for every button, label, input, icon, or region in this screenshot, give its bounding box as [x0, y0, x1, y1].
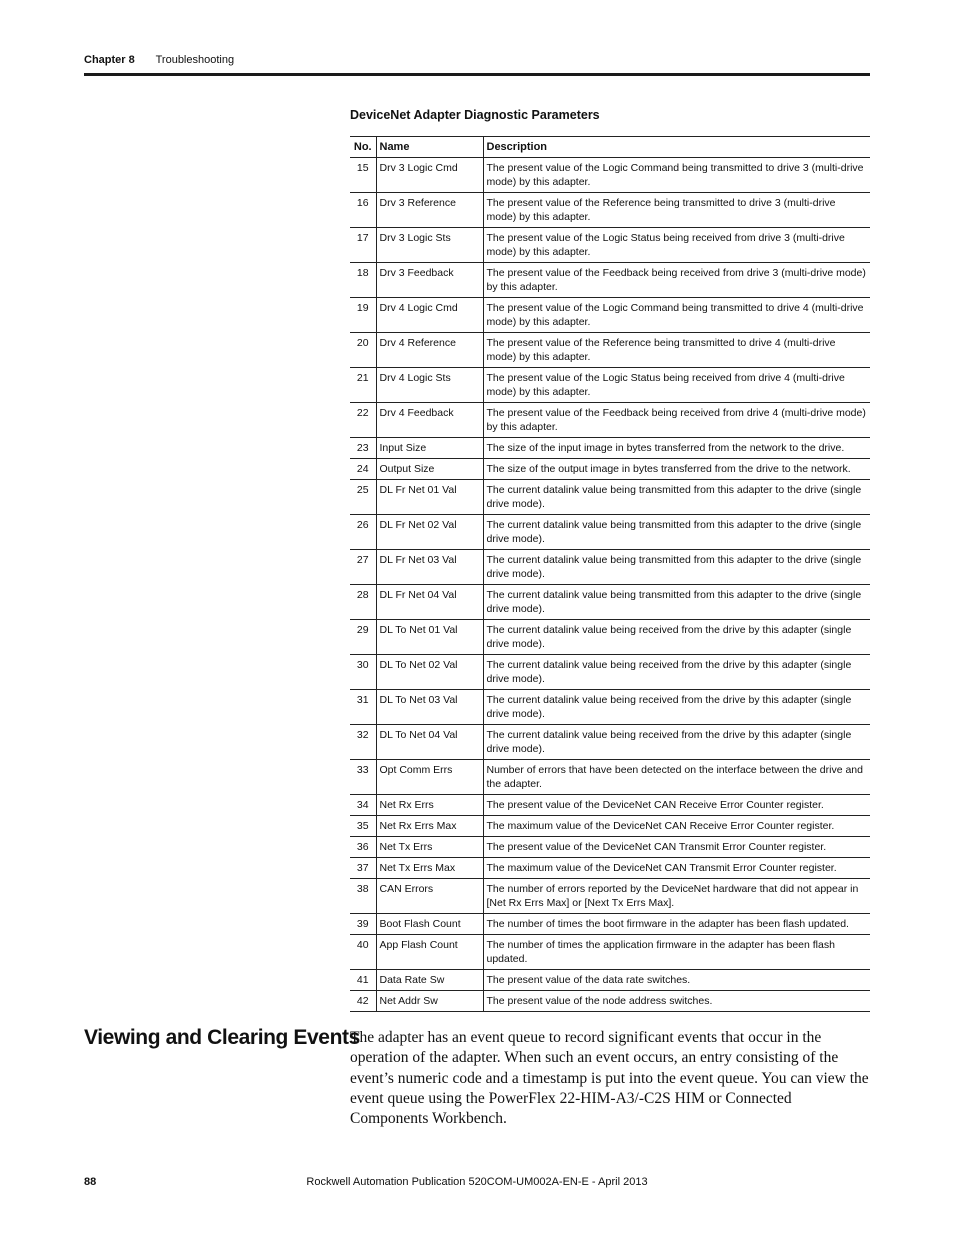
cell-no: 40 [350, 935, 376, 970]
cell-no: 32 [350, 725, 376, 760]
cell-name: DL Fr Net 02 Val [376, 515, 483, 550]
cell-description: The present value of the DeviceNet CAN Transmit Error Counter register. [483, 837, 870, 858]
cell-no: 29 [350, 620, 376, 655]
column-header-description: Description [483, 137, 870, 158]
cell-no: 26 [350, 515, 376, 550]
table-header-row [350, 137, 870, 158]
cell-no: 28 [350, 585, 376, 620]
cell-description: The present value of the Logic Command being transmitted to drive 4 (multi-drive mode) by this adapter. [483, 298, 870, 333]
cell-no: 16 [350, 193, 376, 228]
table-row [350, 228, 870, 263]
cell-name: Drv 4 Reference [376, 333, 483, 368]
cell-name: Net Addr Sw [376, 991, 483, 1012]
table-row [350, 550, 870, 585]
publication-info: Rockwell Automation Publication 520COM-UM002A-EN-E - April 2013 [306, 1176, 648, 1188]
cell-no: 30 [350, 655, 376, 690]
cell-no: 17 [350, 228, 376, 263]
cell-description: The present value of the data rate switches. [483, 970, 870, 991]
table-row [350, 585, 870, 620]
table-row [350, 816, 870, 837]
cell-no: 21 [350, 368, 376, 403]
table-row [350, 760, 870, 795]
cell-name: Output Size [376, 459, 483, 480]
table-row [350, 837, 870, 858]
cell-name: Drv 4 Logic Sts [376, 368, 483, 403]
table-row [350, 515, 870, 550]
cell-no: 19 [350, 298, 376, 333]
cell-description: The current datalink value being transmitted from this adapter to the drive (single drive mode). [483, 550, 870, 585]
table-row [350, 970, 870, 991]
table-row [350, 655, 870, 690]
cell-description: The maximum value of the DeviceNet CAN Receive Error Counter register. [483, 816, 870, 837]
cell-description: The present value of the Feedback being received from drive 3 (multi-drive mode) by this adapter. [483, 263, 870, 298]
cell-description: The current datalink value being transmitted from this adapter to the drive (single drive mode). [483, 585, 870, 620]
cell-description: The present value of the Logic Status being received from drive 3 (multi-drive mode) by this adapter. [483, 228, 870, 263]
cell-description: The present value of the node address switches. [483, 991, 870, 1012]
page-number: 88 [84, 1176, 97, 1188]
cell-no: 39 [350, 914, 376, 935]
cell-description: The current datalink value being received from the drive by this adapter (single drive mode). [483, 620, 870, 655]
section-body-text: The adapter has an event queue to record significant events that occur in the operation of the adapter. When such an event occurs, an entry consisting of the event’s numeric code and a timestamp is put into the event queue. You can view the event queue using the PowerFlex 22-HIM-A3/-C2S HIM or Connected Components Workbench. [350, 1029, 869, 1128]
cell-description: The present value of the Reference being transmitted to drive 3 (multi-drive mode) by this adapter. [483, 193, 870, 228]
column-header-name: Name [376, 137, 483, 158]
cell-name: Drv 3 Logic Cmd [376, 158, 483, 193]
cell-description: The maximum value of the DeviceNet CAN Transmit Error Counter register. [483, 858, 870, 879]
table-row [350, 914, 870, 935]
cell-name: Drv 4 Feedback [376, 403, 483, 438]
cell-name: Drv 3 Logic Sts [376, 228, 483, 263]
cell-description: The present value of the DeviceNet CAN Receive Error Counter register. [483, 795, 870, 816]
table-row [350, 690, 870, 725]
cell-description: The present value of the Logic Status being received from drive 4 (multi-drive mode) by this adapter. [483, 368, 870, 403]
table-row [350, 158, 870, 193]
cell-description: The present value of the Reference being transmitted to drive 4 (multi-drive mode) by this adapter. [483, 333, 870, 368]
column-header-no: No. [350, 137, 376, 158]
diagnostic-parameters-table [350, 136, 870, 1012]
cell-description: The current datalink value being transmitted from this adapter to the drive (single drive mode). [483, 515, 870, 550]
cell-description: The number of errors reported by the DeviceNet hardware that did not appear in [Net Rx Errs Max] or [Next Tx Errs Max]. [483, 879, 870, 914]
table-row [350, 480, 870, 515]
cell-name: Net Rx Errs [376, 795, 483, 816]
cell-name: Drv 4 Logic Cmd [376, 298, 483, 333]
section-heading: Viewing and Clearing Events [84, 1026, 360, 1049]
cell-no: 25 [350, 480, 376, 515]
cell-name: DL Fr Net 03 Val [376, 550, 483, 585]
cell-description: The present value of the Logic Command being transmitted to drive 3 (multi-drive mode) by this adapter. [483, 158, 870, 193]
cell-no: 36 [350, 837, 376, 858]
cell-description: The number of times the boot firmware in the adapter has been flash updated. [483, 914, 870, 935]
cell-no: 23 [350, 438, 376, 459]
cell-no: 41 [350, 970, 376, 991]
table-row [350, 438, 870, 459]
cell-description: The number of times the application firmware in the adapter has been flash updated. [483, 935, 870, 970]
cell-description: The current datalink value being received from the drive by this adapter (single drive mode). [483, 655, 870, 690]
cell-description: The present value of the Feedback being received from drive 4 (multi-drive mode) by this adapter. [483, 403, 870, 438]
cell-description: Number of errors that have been detected on the interface between the drive and the adapter. [483, 760, 870, 795]
cell-no: 33 [350, 760, 376, 795]
cell-no: 20 [350, 333, 376, 368]
table-row [350, 368, 870, 403]
cell-description: The size of the output image in bytes transferred from the drive to the network. [483, 459, 870, 480]
cell-name: DL To Net 01 Val [376, 620, 483, 655]
table-row [350, 298, 870, 333]
cell-name: Drv 3 Feedback [376, 263, 483, 298]
table-row [350, 193, 870, 228]
table-row [350, 403, 870, 438]
table-row [350, 620, 870, 655]
table-body [350, 158, 870, 1012]
cell-name: DL Fr Net 04 Val [376, 585, 483, 620]
table-row [350, 725, 870, 760]
cell-no: 38 [350, 879, 376, 914]
table-row [350, 858, 870, 879]
cell-name: DL To Net 03 Val [376, 690, 483, 725]
cell-no: 24 [350, 459, 376, 480]
table-row [350, 795, 870, 816]
cell-no: 35 [350, 816, 376, 837]
cell-name: DL To Net 02 Val [376, 655, 483, 690]
cell-name: Opt Comm Errs [376, 760, 483, 795]
table-row [350, 263, 870, 298]
cell-name: CAN Errors [376, 879, 483, 914]
table-row [350, 991, 870, 1012]
cell-no: 15 [350, 158, 376, 193]
section-label: Troubleshooting [155, 54, 235, 66]
cell-no: 37 [350, 858, 376, 879]
cell-no: 22 [350, 403, 376, 438]
cell-name: App Flash Count [376, 935, 483, 970]
cell-name: Net Rx Errs Max [376, 816, 483, 837]
cell-name: Data Rate Sw [376, 970, 483, 991]
table-row [350, 879, 870, 914]
table-row [350, 459, 870, 480]
page-header [84, 52, 870, 76]
cell-description: The current datalink value being transmitted from this adapter to the drive (single drive mode). [483, 480, 870, 515]
cell-description: The size of the input image in bytes transferred from the network to the drive. [483, 438, 870, 459]
cell-name: DL Fr Net 01 Val [376, 480, 483, 515]
cell-no: 42 [350, 991, 376, 1012]
cell-name: Net Tx Errs Max [376, 858, 483, 879]
table-title: DeviceNet Adapter Diagnostic Parameters [350, 108, 600, 122]
cell-description: The current datalink value being received from the drive by this adapter (single drive mode). [483, 725, 870, 760]
cell-no: 18 [350, 263, 376, 298]
cell-name: Net Tx Errs [376, 837, 483, 858]
cell-no: 27 [350, 550, 376, 585]
table-row [350, 333, 870, 368]
cell-no: 31 [350, 690, 376, 725]
table-row [350, 935, 870, 970]
cell-description: The current datalink value being received from the drive by this adapter (single drive mode). [483, 690, 870, 725]
cell-name: Input Size [376, 438, 483, 459]
chapter-label: Chapter 8 [84, 54, 135, 66]
cell-no: 34 [350, 795, 376, 816]
cell-name: Boot Flash Count [376, 914, 483, 935]
cell-name: Drv 3 Reference [376, 193, 483, 228]
cell-name: DL To Net 04 Val [376, 725, 483, 760]
